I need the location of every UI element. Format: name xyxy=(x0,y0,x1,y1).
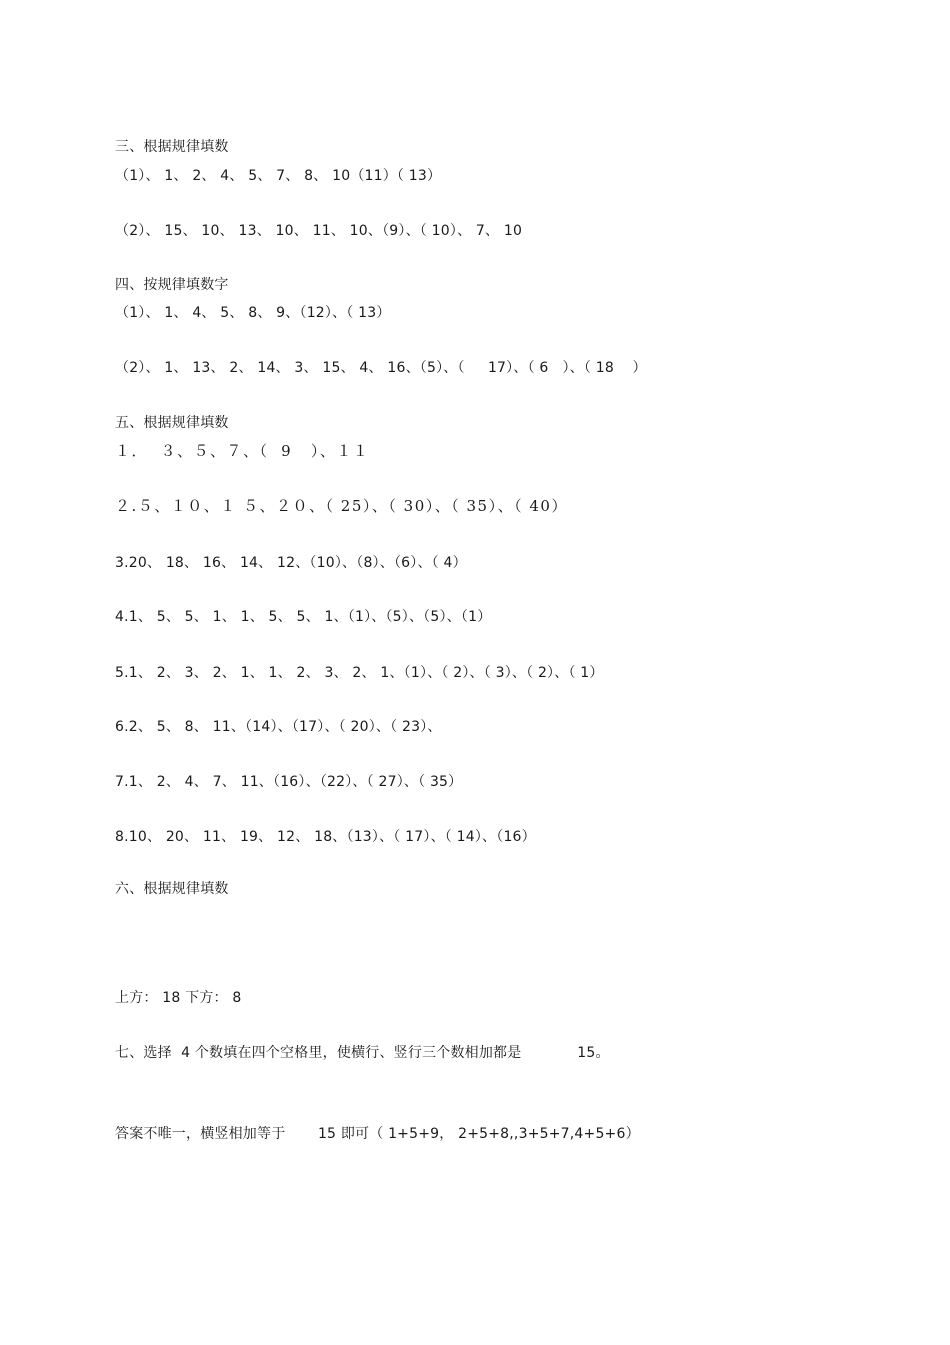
section-6-answer: 上方： 18 下方： 8 xyxy=(115,990,242,1006)
section-4-item-1: （1）、 1、 4、 5、 8、 9、（12）、（ 13） xyxy=(115,305,391,321)
section-5-item-4: 4.1、 5、 5、 1、 1、 5、 5、 1、（1）、（5）、（5）、（1） xyxy=(115,609,492,625)
section-5-item-5: 5.1、 2、 3、 2、 1、 1、 2、 3、 2、 1、（1）、（ 2）、（ 3）、（ 2）、（ 1） xyxy=(115,665,604,681)
section-5-item-6: 6.2、 5、 8、 11、（14）、（17）、（ 20）、（ 23）、 xyxy=(115,719,442,735)
section-5-item-7: 7.1、 2、 4、 7、 11、（16）、（22）、（ 27）、（ 35） xyxy=(115,774,463,790)
section-3-item-1: （1）、 1、 2、 4、 5、 7、 8、 10（11）（ 13） xyxy=(115,168,442,184)
section-7-title: 七、选择 4 个数填在四个空格里，使横行、竖行三个数相加都是 15。 xyxy=(115,1045,610,1061)
section-5-title: 五、根据规律填数 xyxy=(115,415,229,431)
section-5-item-1: １． ３、５、７、（ 9 ）、１１ xyxy=(115,442,370,460)
section-4-title: 四、按规律填数字 xyxy=(115,277,229,293)
section-5-item-8: 8.10、 20、 11、 19、 12、 18、（13）、（ 17）、（ 14）、（16） xyxy=(115,829,536,845)
section-5-item-3: 3.20、 18、 16、 14、 12、（10）、（8）、（6）、（ 4） xyxy=(115,555,467,571)
section-4-item-2: （2）、 1、 13、 2、 14、 3、 15、 4、 16、（5）、（ 17）、（ 6 ）、（ 18 ） xyxy=(115,360,647,376)
section-3-title: 三、根据规律填数 xyxy=(115,139,229,155)
section-6-title: 六、根据规律填数 xyxy=(115,881,229,897)
section-3-item-2: （2）、 15、 10、 13、 10、 11、 10、（9）、（ 10）、 7、 10 xyxy=(115,223,523,239)
section-5-item-2: ２.５、１０、１ ５、２０、（ 25）、（ 30）、（ 35）、（ 40） xyxy=(115,497,568,515)
section-7-answer: 答案不唯一，横竖相加等于 15 即可（ 1+5+9， 2+5+8,,3+5+7,4+5+6） xyxy=(115,1126,640,1142)
